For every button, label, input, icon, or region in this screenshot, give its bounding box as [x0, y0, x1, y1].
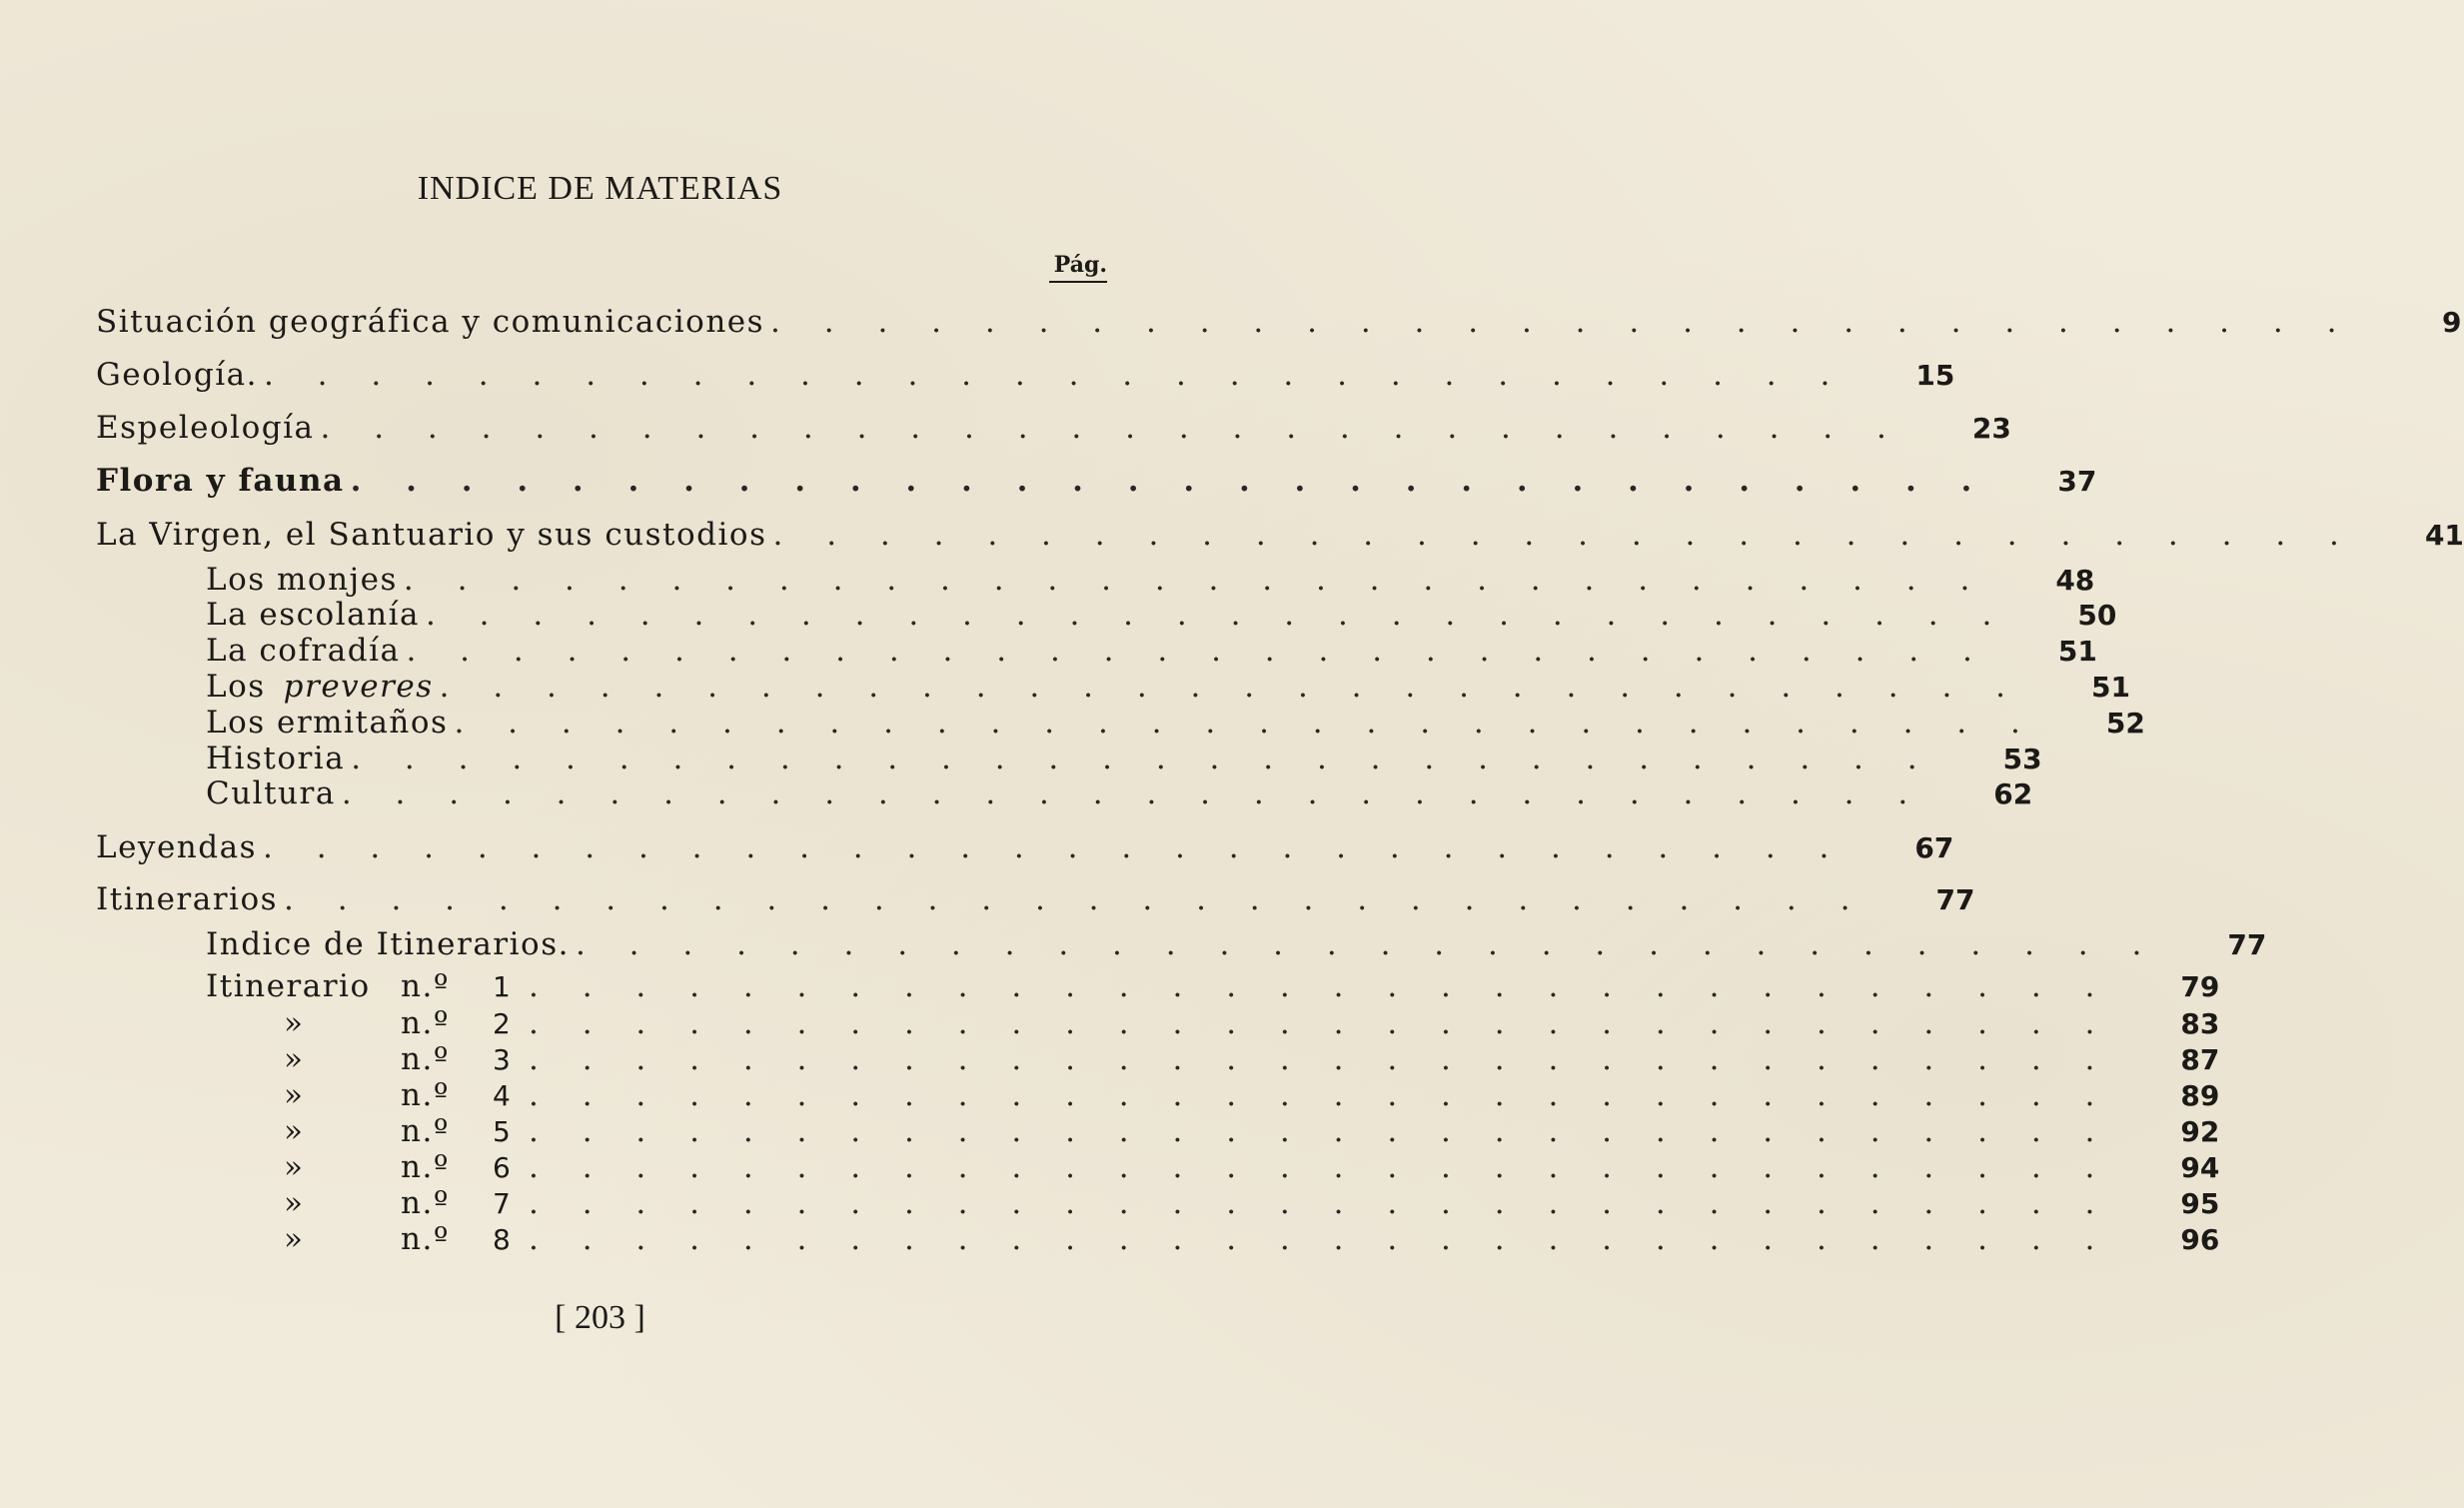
toc-entry	[96, 410, 2011, 454]
toc-entry-label: Itinerarios	[96, 881, 279, 917]
leader-dots: . . . . . . . . . . . . . . . . . . . . . . . . . . . . . .	[529, 968, 2112, 1004]
leader-dots: . . . . . . . . . . . . . . . . . . . . . . . . . . . . . .	[406, 633, 1989, 669]
number-abbrev: n.º	[401, 1113, 450, 1149]
toc-entry-page: 48	[2055, 564, 2095, 597]
toc-entry-page: 51	[2057, 635, 2097, 668]
toc-entry-label: Geología.	[96, 357, 258, 393]
toc-entry-page: 9	[2441, 306, 2462, 339]
toc-entry-label: Historia	[206, 741, 346, 776]
toc-entry-label: Situación geográfica y comunicaciones	[96, 304, 765, 340]
leader-dots: . . . . . . . . . . . . . . . . . . . . . . . . . . . . . .	[351, 741, 1934, 776]
leader-dots: . . . . . . . . . . . . . . . . . . . . . . . . . . . . . .	[320, 410, 1903, 446]
leader-dots: . . . . . . . . . . . . . . . . . . . . . . . . . . . . . .	[403, 562, 1987, 598]
toc-subentry	[96, 775, 2033, 819]
ditto-mark: »	[284, 1041, 305, 1077]
itinerary-number: 4	[493, 1079, 513, 1112]
ditto-mark: »	[284, 1005, 305, 1041]
itinerary-number: 1	[493, 970, 513, 1003]
toc-entry-label-prefix: Los	[206, 669, 266, 705]
leader-dots: . . . . . . . . . . . . . . . . . . . . . . . . . . . . . .	[529, 1113, 2112, 1149]
toc-entry-label: Leyendas	[96, 829, 257, 865]
leader-dots: . . . . . . . . . . . . . . . . . . . . . . . . . . . . . .	[529, 1041, 2112, 1077]
toc-entry-label: La escolanía	[206, 597, 420, 633]
toc-entry	[96, 881, 1975, 925]
page-column-header: Pág.	[1049, 252, 1107, 283]
toc-entry-page: 51	[2091, 671, 2131, 704]
itinerary-number: 7	[493, 1187, 513, 1220]
toc-entry-page: 15	[1915, 359, 1955, 392]
toc-entry	[96, 517, 2464, 561]
number-abbrev: n.º	[401, 1041, 450, 1077]
number-abbrev: n.º	[401, 1185, 450, 1221]
ditto-mark: »	[284, 1149, 305, 1185]
ditto-mark: »	[284, 1077, 305, 1113]
toc-entry-label: Indice de Itinerarios.	[206, 926, 570, 962]
toc-entry-page: 50	[2077, 599, 2117, 632]
toc-entry-label: Los monjes	[206, 562, 398, 598]
toc-entry-label	[206, 669, 434, 705]
toc-entry-page: 95	[2180, 1187, 2220, 1220]
itinerary-number: 6	[493, 1151, 513, 1184]
toc-entry-label	[206, 968, 523, 1004]
toc-entry-label	[206, 1005, 523, 1041]
toc-entry-page: 87	[2180, 1043, 2220, 1076]
toc-entry-page: 94	[2180, 1151, 2220, 1184]
number-abbrev: n.º	[401, 1077, 450, 1113]
toc-entry-page: 23	[1971, 412, 2011, 445]
toc-entry-page: 52	[2105, 707, 2145, 740]
toc-entry-label	[206, 1221, 523, 1257]
leader-dots: . . . . . . . . . . . . . . . . . . . . . . . . . . . . . .	[529, 1077, 2112, 1113]
leader-dots: . . . . . . . . . . . . . . . . . . . . . . . . . . . . . .	[772, 517, 2356, 553]
itinerary-number: 3	[493, 1043, 513, 1076]
toc-entry-label: Espeleología	[96, 410, 315, 446]
leader-dots: . . . . . . . . . . . . . . . . . . . . . . . . . . . . . .	[439, 669, 2023, 705]
toc-entry-page: 79	[2180, 970, 2220, 1003]
toc-entry	[96, 463, 2097, 507]
toc-entry	[96, 304, 2462, 348]
toc-entry-label	[206, 1077, 523, 1113]
itinerary-number: 2	[493, 1007, 513, 1040]
leader-dots: . . . . . . . . . . . . . . . . . . . . . . . . . . . . . .	[529, 1149, 2112, 1185]
toc-entry-label: Cultura	[206, 775, 336, 811]
toc-entry-label	[206, 1149, 523, 1185]
leader-dots: . . . . . . . . . . . . . . . . . . . . . . . . . . . . . .	[529, 1185, 2112, 1221]
toc-entry-label-italic: preveres	[283, 669, 434, 705]
itinerary-word: Itinerario	[206, 968, 371, 1004]
toc-itinerary	[96, 1221, 2220, 1265]
toc-entry-label: La cofradía	[206, 633, 401, 669]
page-title: INDICE DE MATERIAS	[417, 170, 783, 207]
toc-entry-page: 77	[2227, 928, 2267, 961]
leader-dots: . . . . . . . . . . . . . . . . . . . . . . . . . . . . . .	[575, 926, 2159, 962]
leader-dots: . . . . . . . . . . . . . . . . . . . . . . . . . . . . . .	[529, 1005, 2112, 1041]
leader-dots: . . . . . . . . . . . . . . . . . . . . . . . . . . . . . .	[284, 881, 1867, 917]
toc-entry-page: 41	[2424, 519, 2464, 552]
leader-dots: . . . . . . . . . . . . . . . . . . . . . . . . . . . . . .	[341, 775, 1925, 811]
toc-entry-page: 53	[2002, 743, 2042, 775]
ditto-mark: »	[284, 1113, 305, 1149]
toc-entry-label: Los ermitaños	[206, 705, 449, 741]
itinerary-number: 8	[493, 1223, 513, 1256]
toc-entry-page: 67	[1914, 831, 1954, 864]
toc-entry-page: 77	[1935, 883, 1975, 916]
number-abbrev: n.º	[401, 968, 450, 1004]
leader-dots: . . . . . . . . . . . . . . . . . . . . . . . . . . . . . .	[529, 1221, 2112, 1257]
leader-dots: . . . . . . . . . . . . . . . . . . . . . . . . . . . . . .	[454, 705, 2037, 741]
leader-dots: . . . . . . . . . . . . . . . . . . . . . . . . . . . . . .	[425, 597, 2009, 633]
page-number-footer: [ 203 ]	[555, 1299, 645, 1336]
toc-entry-page: 96	[2180, 1223, 2220, 1256]
toc-entry-label	[206, 1041, 523, 1077]
ditto-mark: »	[284, 1221, 305, 1257]
toc-entry-page: 92	[2180, 1115, 2220, 1148]
itinerary-number: 5	[493, 1115, 513, 1148]
leader-dots: . . . . . . . . . . . . . . . . . . . . . . . . . . . . . .	[770, 304, 2354, 340]
toc-entry-page: 89	[2180, 1079, 2220, 1112]
toc-subentry	[96, 926, 2267, 970]
number-abbrev: n.º	[401, 1005, 450, 1041]
toc-entry-label: La Virgen, el Santuario y sus custodios	[96, 517, 767, 553]
toc-entry	[96, 357, 1955, 401]
leader-dots: . . . . . . . . . . . . . . . . . . . . . . . . . . . . . .	[263, 357, 1848, 393]
toc-entry-label: Flora y fauna	[96, 463, 345, 499]
toc-entry-page: 37	[2057, 465, 2097, 498]
number-abbrev: n.º	[401, 1221, 450, 1257]
number-abbrev: n.º	[401, 1149, 450, 1185]
ditto-mark: »	[284, 1185, 305, 1221]
toc-entry-page: 62	[1993, 777, 2033, 810]
leader-dots: . . . . . . . . . . . . . . . . . . . . . . . . . . . . . .	[263, 829, 1847, 865]
leader-dots: . . . . . . . . . . . . . . . . . . . . . . . . . . . . . .	[350, 463, 1989, 499]
toc-entry-label	[206, 1185, 523, 1221]
toc-entry-label	[206, 1113, 523, 1149]
toc-entry-page: 83	[2180, 1007, 2220, 1040]
toc-entry	[96, 829, 1954, 873]
